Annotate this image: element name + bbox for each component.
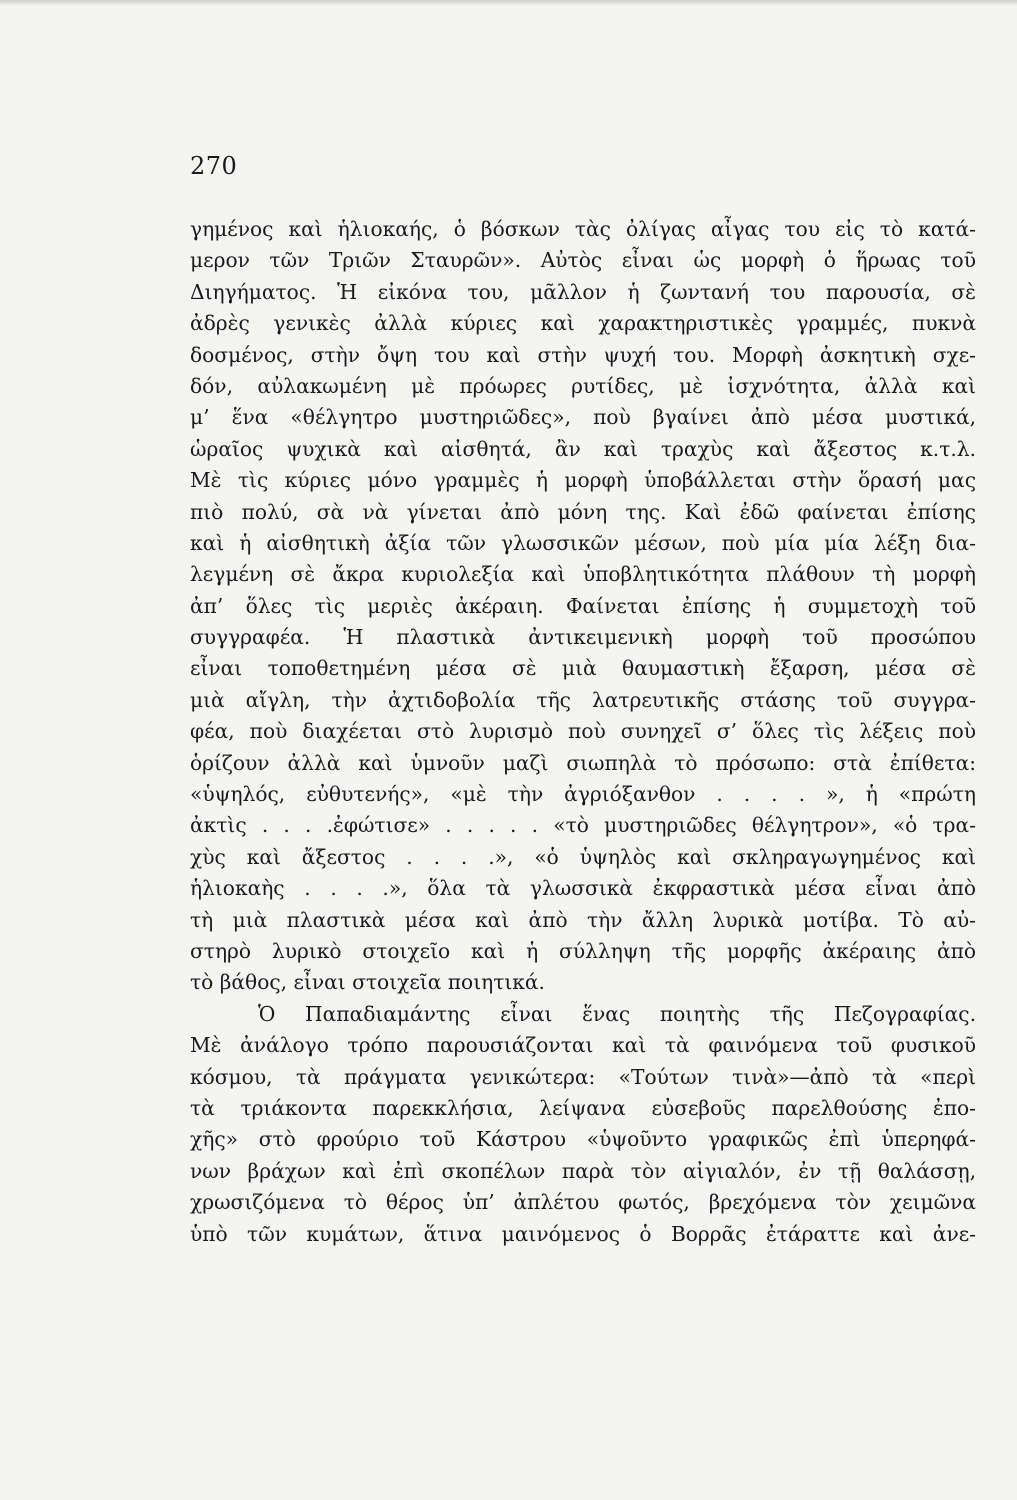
page-number: 270 [190, 152, 238, 180]
text-line: χῆς» στὸ φρούριο τοῦ Κάστρου «ὑψοῦντο γραφικῶς ἐπὶ ὑπερηφά- [190, 1127, 976, 1152]
text-line: δόν, αὐλακωμένη μὲ πρόωρες ρυτίδες, μὲ ἰσχνότητα, ἀλλὰ καὶ [190, 373, 976, 398]
text-line: μιὰ αἴγλη, τὴν ἀχτιδοβολία τῆς λατρευτικῆς στάσης τοῦ συγγρα- [190, 687, 976, 712]
text-line: πιὸ πολύ, σὰ νὰ γίνεται ἀπὸ μόνη της. Καὶ ἐδῶ φαίνεται ἐπίσης [190, 499, 976, 524]
text-line: δοσμένος, στὴν ὄψη του καὶ στὴν ψυχή του. Μορφὴ ἀσκητικὴ σχε- [190, 342, 976, 367]
text-line: ὡραῖος ψυχικὰ καὶ αἰσθητά, ἂν καὶ τραχὺς καὶ ἄξεστος κ.τ.λ. [190, 436, 976, 461]
text-line: καὶ ἡ αἰσθητικὴ ἀξία τῶν γλωσσικῶν μέσων, ποὺ μία μία λέξη δια- [190, 530, 976, 555]
text-line: γημένος καὶ ἡλιοκαής, ὁ βόσκων τὰς ὀλίγας αἶγας του εἰς τὸ κατά- [190, 217, 976, 241]
text-line: εἶναι τοποθετημένη μέσα σὲ μιὰ θαυμαστικὴ ἔξαρση, μέσα σὲ [190, 656, 976, 681]
text-line: φέα, ποὺ διαχέεται στὸ λυρισμὸ ποὺ συνηχεῖ σ’ ὅλες τὶς λέξεις ποὺ [190, 719, 976, 744]
text-line: λεγμένη σὲ ἄκρα κυριολεξία καὶ ὑποβλητικότητα πλάθουν τὴ μορφὴ [190, 562, 976, 587]
text-line: Μὲ ἀνάλογο τρόπο παρουσιάζονται καὶ τὰ φαινόμενα τοῦ φυσικοῦ [190, 1033, 976, 1058]
text-line: νων βράχων καὶ ἐπὶ σκοπέλων παρὰ τὸν αἰγιαλόν, ἐν τῇ θαλάσσῃ, [190, 1158, 976, 1183]
text-line: «ὑψηλός, εὐθυτενής», «μὲ τὴν ἀγριόξανθον . . . . », ἡ «πρώτη [190, 782, 976, 807]
text-line: κόσμου, τὰ πράγματα γενικώτερα: «Τούτων τινὰ»—ἀπὸ τὰ «περὶ [190, 1064, 976, 1089]
text-line: συγγραφέα. Ἡ πλαστικὰ ἀντικειμενικὴ μορφὴ τοῦ προσώπου [190, 625, 976, 650]
paragraph-start-line: Ὁ Παπαδιαμάντης εἶναι ἕνας ποιητὴς τῆς Πεζογραφίας. [258, 1001, 976, 1026]
text-line: χρωσιζόμενα τὸ θέρος ὑπ’ ἀπλέτου φωτός, βρεχόμενα τὸν χειμῶνα [190, 1190, 976, 1215]
text-line: ἀδρὲς γενικὲς ἀλλὰ κύριες καὶ χαρακτηριστικὲς γραμμές, πυκνὰ [190, 311, 976, 336]
text-line: Διηγήματος. Ἡ εἰκόνα του, μᾶλλον ἡ ζωντανή του παρουσία, σὲ [190, 279, 976, 304]
text-line: ἀπ’ ὅλες τὶς μεριὲς ἀκέραιη. Φαίνεται ἐπίσης ἡ συμμετοχὴ τοῦ [190, 593, 976, 618]
scan-edge [0, 0, 1017, 6]
text-line: χὺς καὶ ἄξεστος . . . .», «ὁ ὑψηλὸς καὶ σκληραγωγημένος καὶ [190, 844, 976, 869]
text-line: μερον τῶν Τριῶν Σταυρῶν». Αὐτὸς εἶναι ὡς μορφὴ ὁ ἥρωας τοῦ [190, 248, 976, 273]
text-line: Μὲ τὶς κύριες μόνο γραμμὲς ἡ μορφὴ ὑποβάλλεται στὴν ὅρασή μας [190, 468, 976, 493]
text-line: ἡλιοκαὴς . . . .», ὅλα τὰ γλωσσικὰ ἐκφραστικὰ μέσα εἶναι ἀπὸ [190, 876, 976, 901]
text-line: τὴ μιὰ πλαστικὰ μέσα καὶ ἀπὸ τὴν ἄλλη λυρικὰ μοτίβα. Τὸ αὐ- [190, 907, 976, 932]
paragraph-end-line: τὸ βάθος, εἶναι στοιχεῖα ποιητικά. [190, 970, 545, 995]
text-line: τὰ τριάκοντα παρεκκλήσια, λείψανα εὐσεβοῦς παρελθούσης ἐπο- [190, 1095, 976, 1120]
body-text [190, 214, 976, 1250]
text-line: ὁρίζουν ἀλλὰ καὶ ὑμνοῦν μαζὶ σιωπηλὰ τὸ πρόσωπο: στὰ ἐπίθετα: [190, 750, 976, 775]
text-line: στηρὸ λυρικὸ στοιχεῖο καὶ ἡ σύλληψη τῆς μορφῆς ἀκέραιης ἀπὸ [190, 938, 976, 963]
text-line: μ’ ἕνα «θέλγητρο μυστηριῶδες», ποὺ βγαίνει ἀπὸ μέσα μυστικά, [190, 405, 976, 430]
text-line: ὑπὸ τῶν κυμάτων, ἅτινα μαινόμενος ὁ Βορρᾶς ἐτάραττε καὶ ἀνε- [190, 1221, 976, 1246]
text-line: ἀκτὶς . . . .ἐφώτισε» . . . . . «τὸ μυστηριῶδες θέλγητρον», «ὁ τρα- [190, 813, 976, 838]
